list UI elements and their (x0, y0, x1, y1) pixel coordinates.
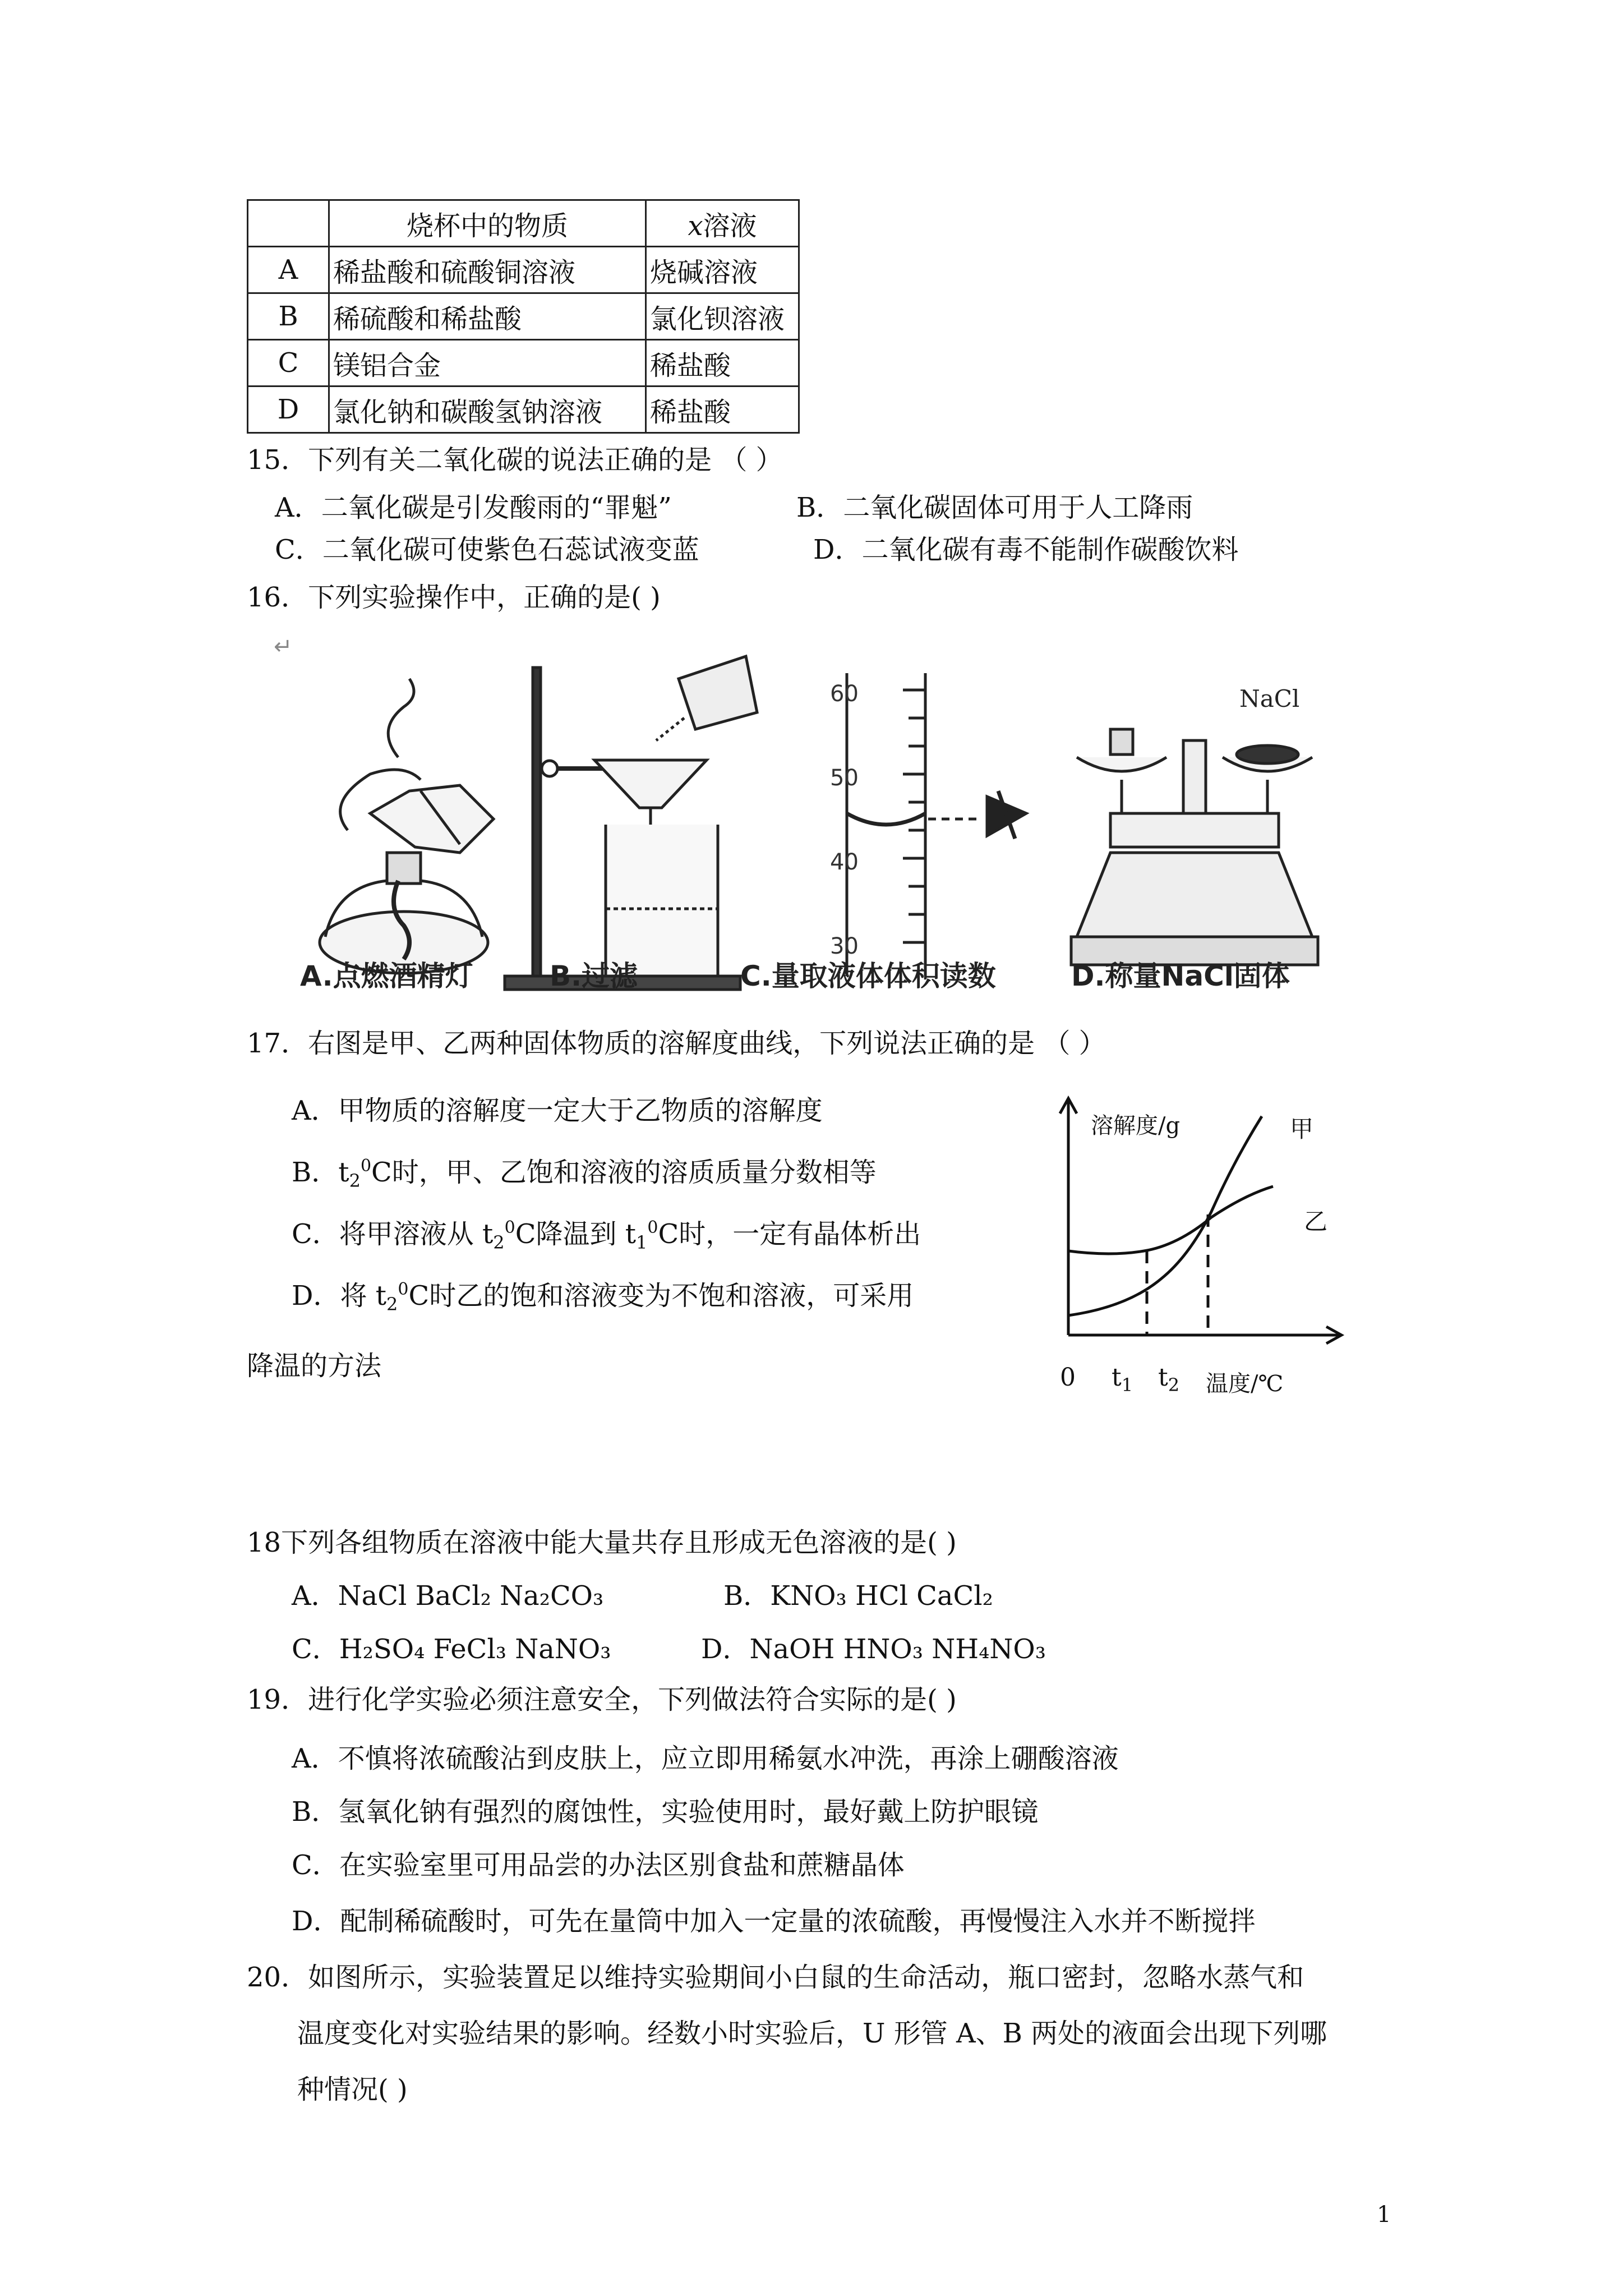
balance-nacl-label: NaCl (1239, 685, 1300, 712)
table-cell: 稀硫酸和稀盐酸 (329, 293, 646, 340)
subscript: 2 (349, 1170, 361, 1191)
q18-stem: 18下列各组物质在溶液中能大量共存且形成无色溶液的是( ) (247, 1527, 957, 1558)
lab-operations-figure (292, 645, 1346, 1004)
q18-option-b: B．KNO₃ HCl CaCl₂ (723, 1580, 993, 1612)
superscript: 0 (647, 1218, 658, 1237)
filtration-illustration (505, 656, 757, 990)
cylinder-tick-50: 50 (830, 765, 859, 791)
table-row (248, 247, 799, 293)
q20-line-2: 温度变化对实验结果的影响。经数小时实验后，U 形管 A、B 两处的液面会出现下列哪 (297, 2018, 1327, 2049)
q15-option-b: B．二氧化碳固体可用于人工降雨 (796, 492, 1193, 523)
graduated-cylinder-illustration (847, 673, 1026, 976)
table-header-cell: 烧杯中的物质 (329, 200, 646, 247)
q17-c-text: C时，一定有晶体析出 (658, 1218, 921, 1250)
q18-option-c: C．H₂SO₄ FeCl₃ NaNO₃ (292, 1634, 611, 1665)
q15-stem: 15．下列有关二氧化碳的说法正确的是 （ ） (247, 444, 783, 476)
table-row (248, 293, 799, 340)
q17-d-text: C时乙的饱和溶液变为不饱和溶液，可采用 (408, 1280, 914, 1312)
graph-origin-label: 0 (1060, 1363, 1076, 1392)
table-header-cell (646, 200, 799, 247)
alcohol-lamp-illustration (320, 679, 494, 973)
graph-t2-label (1158, 1363, 1180, 1396)
q15-option-a: A．二氧化碳是引发酸雨的“罪魁” (275, 492, 672, 523)
q16-stem: 16．下列实验操作中，正确的是( ) (247, 582, 661, 613)
t2-text: t (1158, 1363, 1168, 1392)
q15-option-d: D．二氧化碳有毒不能制作碳酸饮料 (813, 534, 1239, 565)
superscript: 0 (504, 1218, 515, 1237)
q20-line-1: 20．如图所示，实验装置足以维持实验期间小白鼠的生命活动，瓶口密封，忽略水蒸气和 (247, 1962, 1304, 1993)
cylinder-tick-30: 30 (830, 933, 859, 959)
q19-option-a: A．不慎将浓硫酸沾到皮肤上，应立即用稀氨水冲洗，再涂上硼酸溶液 (292, 1743, 1119, 1774)
figure-label-c: C.量取液体体积读数 (740, 960, 996, 992)
table-cell: 稀盐酸 (646, 386, 799, 433)
graph-ylabel: 溶解度/g (1091, 1113, 1181, 1139)
table-cell: A (248, 247, 329, 293)
table-row (248, 340, 799, 386)
q17-c-text: C降温到 t (515, 1218, 637, 1250)
q17-c-text: C．将甲溶液从 t (292, 1218, 494, 1250)
q18-option-a: A．NaCl BaCl₂ Na₂CO₃ (292, 1580, 604, 1612)
q17-option-c (292, 1214, 921, 1254)
q17-option-a: A．甲物质的溶解度一定大于乙物质的溶解度 (292, 1095, 823, 1126)
q17-stem: 17．右图是甲、乙两种固体物质的溶解度曲线，下列说法正确的是 （ ） (247, 1028, 1106, 1059)
superscript: 0 (360, 1156, 372, 1176)
q15-option-c: C．二氧化碳可使紫色石蕊试液变蓝 (275, 534, 699, 565)
cylinder-tick-60: 60 (830, 681, 859, 707)
return-mark: ↵ (274, 634, 293, 660)
curve-jia (1068, 1116, 1262, 1315)
table-cell: 稀盐酸和硫酸铜溶液 (329, 247, 646, 293)
figure-label-a: A.点燃酒精灯 (300, 960, 473, 992)
graph-t1-label (1112, 1363, 1133, 1396)
q17-option-b (292, 1153, 877, 1192)
graph-xlabel: 温度/℃ (1206, 1371, 1284, 1397)
q20-line-3: 种情况( ) (297, 2074, 408, 2105)
subscript: 2 (386, 1294, 398, 1315)
table-cell: 稀盐酸 (646, 340, 799, 386)
page-number: 1 (1377, 2202, 1391, 2228)
superscript: 0 (398, 1280, 409, 1299)
q17-b-text: C时，甲、乙饱和溶液的溶质质量分数相等 (371, 1157, 877, 1188)
table-cell: 氯化钡溶液 (646, 293, 799, 340)
balance-illustration (1071, 729, 1318, 965)
table-header-cell (248, 200, 329, 247)
q19-option-b: B．氢氧化钠有强烈的腐蚀性，实验使用时，最好戴上防护眼镜 (292, 1796, 1039, 1828)
q17-b-text: B．t (292, 1157, 349, 1188)
figure-label-d: D.称量NaCl固体 (1071, 960, 1290, 992)
subscript: 1 (636, 1232, 648, 1253)
reagent-table (247, 199, 800, 434)
x-variable: x (688, 210, 703, 242)
t1-text: t (1112, 1363, 1122, 1392)
graph-curve-label-jia: 甲 (1290, 1115, 1314, 1143)
table-cell: B (248, 293, 329, 340)
x-header-rest: 溶液 (703, 210, 757, 242)
q18-option-d: D．NaOH HNO₃ NH₄NO₃ (701, 1634, 1046, 1665)
table-cell: 镁铝合金 (329, 340, 646, 386)
table-cell: C (248, 340, 329, 386)
table-cell: 氯化钠和碳酸氢钠溶液 (329, 386, 646, 433)
q19-option-d: D．配制稀硫酸时，可先在量筒中加入一定量的浓硫酸，再慢慢注入水并不断搅拌 (292, 1906, 1256, 1937)
figure-label-b: B.过滤 (550, 960, 638, 992)
q17-option-d-continued: 降温的方法 (247, 1350, 382, 1382)
subscript: 2 (1168, 1374, 1180, 1396)
subscript: 1 (1121, 1374, 1133, 1396)
q17-d-text: D．将 t (292, 1280, 387, 1312)
cylinder-tick-40: 40 (830, 849, 859, 875)
q19-stem: 19．进行化学实验必须注意安全，下列做法符合实际的是( ) (247, 1684, 957, 1715)
table-header-row (248, 200, 799, 247)
graph-curve-label-yi: 乙 (1304, 1208, 1328, 1235)
subscript: 2 (493, 1232, 505, 1253)
curve-yi (1068, 1186, 1273, 1254)
q17-option-d (292, 1276, 914, 1315)
table-cell: D (248, 386, 329, 433)
table-cell: 烧碱溶液 (646, 247, 799, 293)
q19-option-c: C．在实验室里可用品尝的办法区别食盐和蔗糖晶体 (292, 1849, 905, 1881)
table-row (248, 386, 799, 433)
